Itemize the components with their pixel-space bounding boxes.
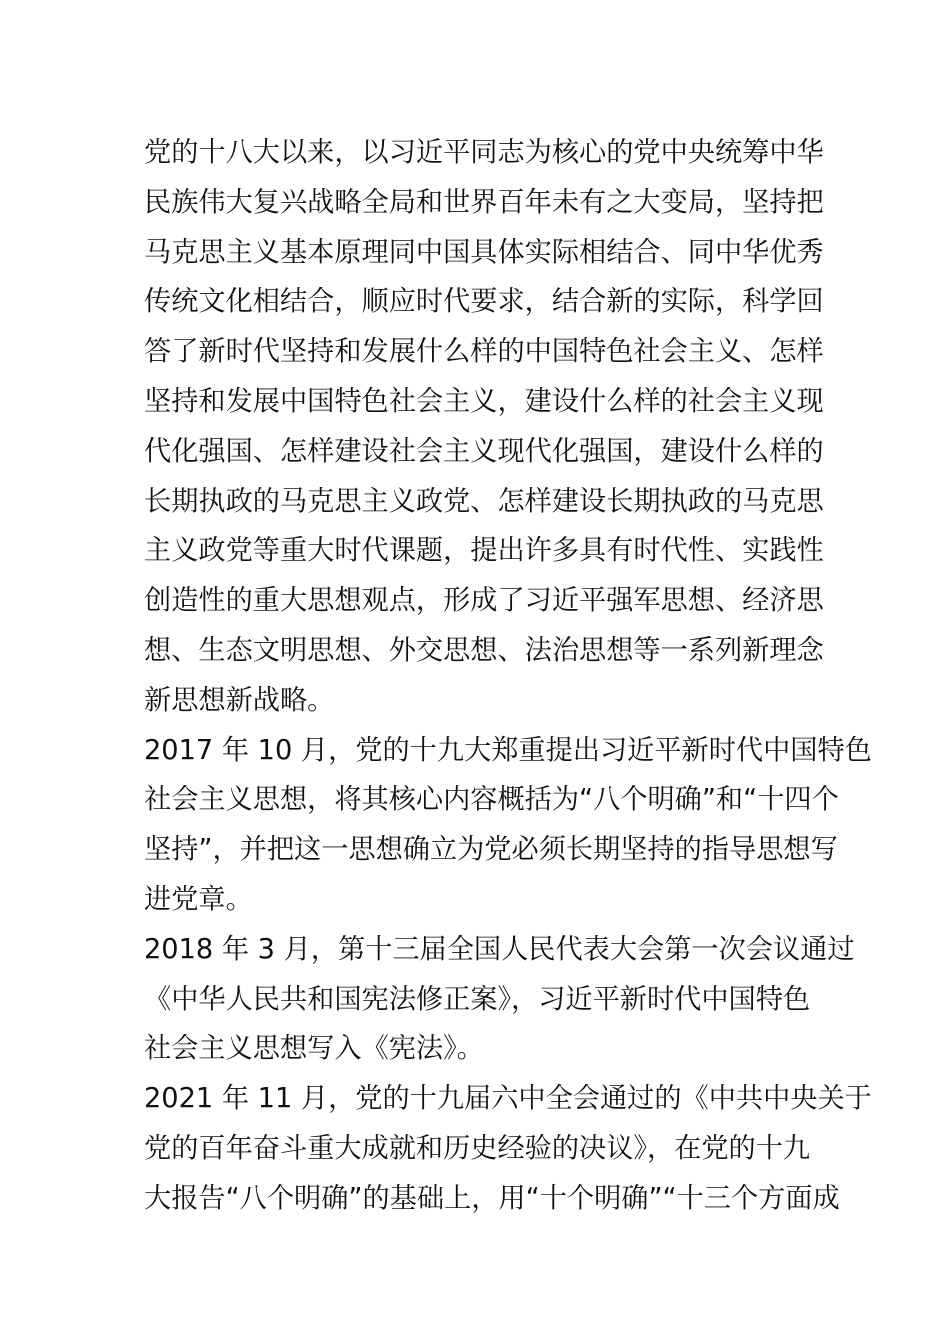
text-line: 社会主义思想，将其核心内容概括为“八个明确”和“十四个 xyxy=(144,784,839,816)
text-line: 坚持”，并把这一思想确立为党必须长期坚持的指导思想写 xyxy=(144,834,838,866)
document-body xyxy=(144,128,872,1224)
text-line: 马克思主义基本原理同中国具体实际相结合、同中华优秀 xyxy=(144,236,824,268)
text-line: 代化强国、怎样建设社会主义现代化强国，建设什么样的 xyxy=(144,435,824,467)
text-line: 传统文化相结合，顺应时代要求，结合新的实际，科学回 xyxy=(144,286,824,318)
text-line: 民族伟大复兴战略全局和世界百年未有之大变局，坚持把 xyxy=(144,186,824,218)
paragraph-2018 xyxy=(144,925,855,1074)
text-line: 答了新时代坚持和发展什么样的中国特色社会主义、怎样 xyxy=(144,336,824,368)
text-line: 大报告“八个明确”的基础上，用“十个明确”“十三个方面成 xyxy=(144,1182,840,1214)
text-line: 2021 年 11 月，党的十九届六中全会通过的《中共中央关于 xyxy=(144,1083,872,1115)
text-line: 长期执政的马克思主义政党、怎样建设长期执政的马克思 xyxy=(144,485,824,517)
text-line: 坚持和发展中国特色社会主义，建设什么样的社会主义现 xyxy=(144,385,824,417)
paragraph-2017 xyxy=(144,726,872,925)
text-line: 2017 年 10 月，党的十九大郑重提出习近平新时代中国特色 xyxy=(144,734,872,766)
text-line: 党的十八大以来，以习近平同志为核心的党中央统筹中华 xyxy=(144,137,824,168)
text-line: 想、生态文明思想、外交思想、法治思想等一系列新理念 xyxy=(144,634,824,666)
paragraph-2021 xyxy=(144,1074,872,1223)
text-line: 党的百年奋斗重大成就和历史经验的决议》，在党的十九 xyxy=(144,1132,811,1164)
text-line: 2018 年 3 月，第十三届全国人民代表大会第一次会议通过 xyxy=(144,933,855,965)
text-line: 新思想新战略。 xyxy=(144,684,335,716)
text-line: 创造性的重大思想观点，形成了习近平强军思想、经济思 xyxy=(144,585,824,617)
text-line: 《中华人民共和国宪法修正案》，习近平新时代中国特色 xyxy=(144,983,811,1015)
text-line: 主义政党等重大时代课题，提出许多具有时代性、实践性 xyxy=(144,535,824,567)
text-line: 社会主义思想写入《宪法》。 xyxy=(144,1033,484,1065)
paragraph-intro xyxy=(144,128,824,726)
text-line: 进党章。 xyxy=(144,883,253,915)
